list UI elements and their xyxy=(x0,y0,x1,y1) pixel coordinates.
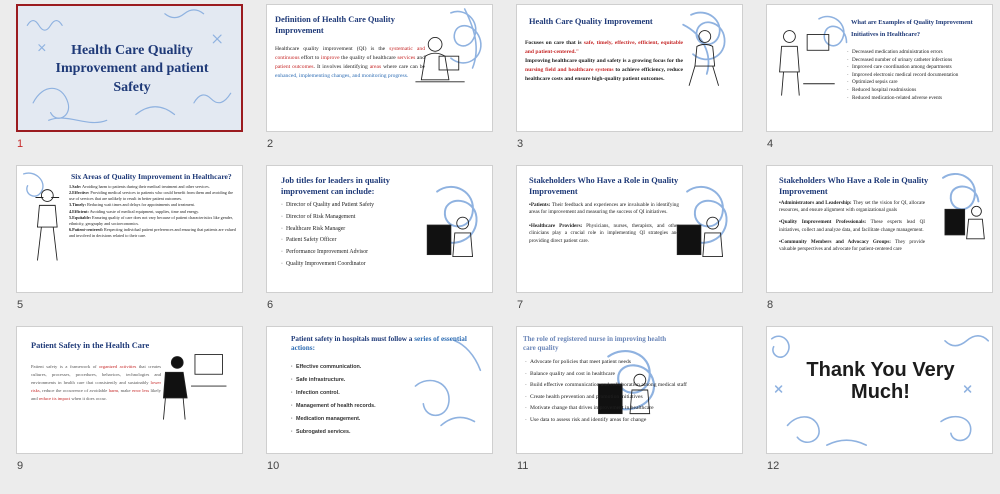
list-item: · Director of Quality and Patient Safety xyxy=(281,200,431,212)
list-item: · Build effective communication and collaboration among medical staff xyxy=(525,380,701,392)
slide-11-list xyxy=(525,357,701,426)
list-item: · Use data to assess risk and identify areas for change xyxy=(525,415,701,427)
text-run: safe, timely, effective, efficient, equitable and patient-centered." xyxy=(525,40,683,55)
item-text: They provide valuable perspectives and advocate for patient-centered care xyxy=(779,238,925,253)
item-text: Avoiding harm to patients during their medical treatment and other services. xyxy=(81,184,210,189)
item-text: Avoiding waste of medical equipment, supplies, time and energy. xyxy=(88,208,199,214)
item-text: These experts lead QI initiatives, collect and analyze data, and facilitate change management. xyxy=(779,219,926,233)
slide-10-list xyxy=(291,361,441,439)
item-text: Respecting individual patient preferences and ensuring that patients are valued and involved in decisions related to their care. xyxy=(69,226,236,238)
slide-5-title: Six Areas of Quality Improvement in Healthcare? xyxy=(71,172,232,181)
list-item: · Improved electronic medical record documentation xyxy=(847,72,993,80)
list-item: · Decreased medication administration errors xyxy=(847,49,993,57)
slide-9-body xyxy=(31,363,161,402)
slide-7-title: Stakeholders Who Have a Role in Quality Improvement xyxy=(529,176,679,196)
text-run: nursing field and healthcare systems xyxy=(525,66,614,73)
slide-2-canvas[interactable] xyxy=(266,4,493,132)
item-key: 5.Equitable: xyxy=(69,214,91,220)
list-item: · Reduced medication-related adverse events xyxy=(847,95,993,103)
slide-2-body xyxy=(275,45,425,81)
list-item: · Optimized sepsis care xyxy=(847,79,993,87)
slide-4-list xyxy=(847,49,993,102)
slide-12-title: Thank You Very Much! xyxy=(806,359,955,403)
slide-number: 11 xyxy=(517,460,529,472)
slide-10-title: Patient safety in hospitals must follow a series of essential actions: xyxy=(291,335,467,352)
text-run: enhanced, implementing changes, and monitoring progress. xyxy=(275,72,409,79)
text-run: Focuses on care that is xyxy=(525,40,584,46)
slide-12-canvas[interactable] xyxy=(766,326,993,454)
slide-7-canvas[interactable] xyxy=(516,165,743,293)
list-item: · Decreased number of urinary catheter infections xyxy=(847,57,993,65)
list-item xyxy=(779,219,925,233)
slide-number: 7 xyxy=(517,299,524,311)
slide-number: 6 xyxy=(267,299,274,311)
list-item: · Balance quality and cost in healthcare xyxy=(525,369,701,381)
list-item xyxy=(529,223,679,245)
list-item: · Safe infrastructure. xyxy=(291,374,441,387)
text-run: likely and xyxy=(31,387,161,401)
slide-9-canvas[interactable] xyxy=(16,326,243,454)
item-text: Physicians, nurses, therapists, and other clinicians play a crucial role in implementing QI strategies and providing direct patient care. xyxy=(529,222,679,244)
text-run: the quality of healthcare xyxy=(339,54,398,61)
doctor-at-computer-illustration xyxy=(780,31,835,96)
slide-1-title: Health Care Quality Improvement and patient Safety xyxy=(55,43,209,95)
person-with-binoculars-illustration xyxy=(35,190,59,261)
slide-8-title: Stakeholders Who Have a Role in Quality Improvement xyxy=(779,176,929,196)
list-item: · Director of Risk Management xyxy=(281,212,431,224)
text-run: that creates cultures, processes, procedures, behaviors, technologies and environments in health care that consistently and sustainably xyxy=(31,364,162,385)
slide-5-list xyxy=(69,184,239,239)
list-item xyxy=(779,200,925,214)
item-text: Their feedback and experiences are invaluable in identifying areas for improvement and measuring the success of QI initiatives. xyxy=(529,202,679,216)
item-key: 2.Effective: xyxy=(69,190,90,196)
text-run: patient outcomes xyxy=(275,63,314,70)
slide-11-title: The role of registered nurse in improving health care quality xyxy=(523,335,667,352)
slide-1-canvas[interactable] xyxy=(16,4,243,132)
text-run: . It involves identifying xyxy=(313,63,370,70)
slide-3-title: Health Care Quality Improvement xyxy=(529,17,653,26)
slide-10-title-accent: series of essential actions: xyxy=(291,335,467,352)
item-text: Reducing wait times and delays for appointments and treatment. xyxy=(86,202,195,208)
text-run: to achieve efficiency, reduce healthcare costs and ensure high-quality patient outcomes. xyxy=(525,66,684,82)
text-run: , reduce the occurrence of avoidable xyxy=(39,387,109,393)
slide-3-canvas[interactable] xyxy=(516,4,743,132)
text-run: where care can be xyxy=(381,63,425,70)
text-run: Patient safety is a framework of xyxy=(31,364,100,369)
slide-8-canvas[interactable] xyxy=(766,165,993,293)
item-key: 4.Efficient: xyxy=(69,208,89,214)
list-item: · Subrogated services. xyxy=(291,426,441,439)
item-text: They set the vision for QI, allocate resources, and ensure alignment with organizational goals xyxy=(779,200,925,214)
text-run: Healthcare quality improvement (QI) is the xyxy=(275,46,390,52)
slide-6-title: Job titles for leaders in quality improvement can include: xyxy=(281,176,390,196)
text-run: services xyxy=(397,54,416,61)
slide-3-body xyxy=(525,39,683,84)
slide-2-title: Definition of Health Care Quality Improvement xyxy=(275,15,395,35)
item-key: •Healthcare Providers: xyxy=(529,222,583,229)
text-run: lower risks xyxy=(31,379,161,393)
list-item: · Create health prevention and promotion initiatives xyxy=(525,392,701,404)
slide-7-list xyxy=(529,202,679,251)
list-item: · Patient Safety Officer xyxy=(281,235,431,247)
person-at-computer-illustration xyxy=(163,355,226,420)
slide-number: 2 xyxy=(267,138,274,150)
list-item: · Healthcare Risk Manager xyxy=(281,224,431,236)
item-key: •Patients: xyxy=(529,202,551,208)
list-item xyxy=(529,202,679,217)
text-run: , make xyxy=(118,387,132,393)
slide-number: 10 xyxy=(267,460,280,472)
list-item: · Management of health records. xyxy=(291,400,441,413)
slide-5-canvas[interactable] xyxy=(16,165,243,293)
item-key: •Administrators and Leadership: xyxy=(779,200,852,206)
list-item: · Improved care coordination among departments xyxy=(847,64,993,72)
text-run: Improving healthcare quality and safety is a growing focus for the xyxy=(525,57,683,64)
slide-number: 4 xyxy=(767,138,774,150)
slide-number: 3 xyxy=(517,138,524,150)
item-key: •Quality Improvement Professionals: xyxy=(779,219,867,226)
text-run: harm xyxy=(108,387,119,393)
item-key: •Community Members and Advocacy Groups: xyxy=(779,238,891,245)
person-with-monitor-illustration xyxy=(945,206,984,238)
list-item xyxy=(69,227,239,239)
slide-number: 5 xyxy=(17,299,24,311)
slide-6-canvas[interactable] xyxy=(266,165,493,293)
list-item: · Performance Improvement Advisor xyxy=(281,247,431,259)
list-item xyxy=(69,215,239,227)
slide-11-canvas[interactable] xyxy=(516,326,743,454)
slide-number: 12 xyxy=(767,460,780,472)
list-item: · Quality Improvement Coordinator xyxy=(281,259,431,271)
text-run: reduce its impact xyxy=(38,395,71,401)
slide-6-list xyxy=(281,200,431,271)
item-key: 6.Patient-centered: xyxy=(69,226,103,232)
text-run: systematic and continuous xyxy=(275,46,425,61)
list-item xyxy=(779,239,925,253)
list-item xyxy=(69,190,239,202)
person-sitting-illustration xyxy=(689,31,719,86)
item-text: Providing medical services to patients who could benefit from them and avoiding the use of services that are unlikely to result in better patient outcomes. xyxy=(69,190,233,202)
slide-4-canvas[interactable] xyxy=(766,4,993,132)
text-run: effort to xyxy=(299,54,321,61)
text-run: error less xyxy=(131,387,150,393)
text-run: and xyxy=(415,54,426,61)
list-item: · Effective communication. xyxy=(291,361,441,374)
list-item: · Reduced hospital readmissions xyxy=(847,87,993,95)
slide-8-list xyxy=(779,200,925,258)
list-item: · Advocate for policies that meet patient needs xyxy=(525,357,701,369)
list-item: · Medication management. xyxy=(291,413,441,426)
text-run: organized activities xyxy=(99,364,137,369)
item-key: 3.Timely: xyxy=(69,202,87,208)
slide-4-title: What are Examples of Quality Improvement Initiatives in Healthcare? xyxy=(851,19,973,38)
item-text: Ensuring quality of care does not vary because of patient characteristics like gender, ethnicity, geography and socioeconomics. xyxy=(69,214,233,226)
slide-9-title: Patient Safety in the Health Care xyxy=(31,341,150,350)
slide-number: 9 xyxy=(17,460,24,472)
slide-number: 1 xyxy=(17,138,24,150)
text-run: when it does occur. xyxy=(70,395,107,401)
item-key: 1.Safe: xyxy=(69,184,82,189)
list-item: · Motivate change that drives improvement in healthcare xyxy=(525,403,701,415)
text-run: areas xyxy=(369,63,382,70)
text-run: improve xyxy=(320,54,340,61)
list-item: · Infection control. xyxy=(291,387,441,400)
slide-number: 8 xyxy=(767,299,774,311)
slide-10-canvas[interactable] xyxy=(266,326,493,454)
